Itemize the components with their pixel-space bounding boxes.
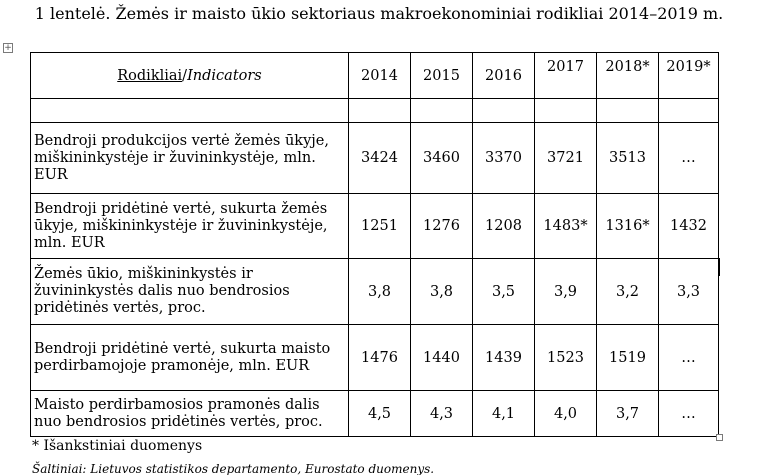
indicators-header-lt: Rodikliai xyxy=(117,67,183,84)
value-cell: 1483* xyxy=(535,194,597,259)
year-header: 2015 xyxy=(411,53,473,99)
year-header: 2014 xyxy=(349,53,411,99)
value-cell: 1439 xyxy=(473,325,535,391)
year-header: 2018* xyxy=(597,53,659,99)
value-cell: 3,3 xyxy=(659,259,719,325)
value-cell: 1519 xyxy=(597,325,659,391)
empty-cell xyxy=(597,99,659,123)
value-cell: 3370 xyxy=(473,123,535,194)
value-cell: 1251 xyxy=(349,194,411,259)
table-resize-handle[interactable] xyxy=(716,434,723,441)
source-note: Šaltiniai: Lietuvos statistikos departamento, Eurostato duomenys. xyxy=(32,462,435,475)
indicators-header xyxy=(31,53,349,99)
header-row xyxy=(31,53,719,99)
value-cell: 3,8 xyxy=(349,259,411,325)
table-row xyxy=(31,194,719,259)
value-cell: 1432 xyxy=(659,194,719,259)
value-cell: 3460 xyxy=(411,123,473,194)
value-cell: 3,8 xyxy=(411,259,473,325)
table-move-handle-icon[interactable]: + xyxy=(4,43,12,53)
value-cell: 4,5 xyxy=(349,391,411,437)
indicators-header-en: Indicators xyxy=(187,67,262,84)
indicator-label: Bendroji pridėtinė vertė, sukurta maisto perdirbamojoje pramonėje, mln. EUR xyxy=(31,325,349,391)
value-cell: … xyxy=(659,391,719,437)
value-cell: 1476 xyxy=(349,325,411,391)
value-cell: 3,2 xyxy=(597,259,659,325)
year-header: 2016 xyxy=(473,53,535,99)
value-cell: 3,7 xyxy=(597,391,659,437)
value-cell: 4,1 xyxy=(473,391,535,437)
year-header: 2019* xyxy=(659,53,719,99)
empty-cell xyxy=(473,99,535,123)
empty-cell xyxy=(411,99,473,123)
indicators-header-slash: / xyxy=(182,67,188,84)
empty-cell xyxy=(659,99,719,123)
empty-cell xyxy=(535,99,597,123)
indicators-table xyxy=(30,52,719,437)
text-cursor xyxy=(718,258,720,276)
value-cell: 1316* xyxy=(597,194,659,259)
value-cell: 1440 xyxy=(411,325,473,391)
table-caption: 1 lentelė. Žemės ir maisto ūkio sektoriaus makroekonominiai rodikliai 2014–2019 m. xyxy=(34,4,724,23)
value-cell: 3513 xyxy=(597,123,659,194)
value-cell: 3424 xyxy=(349,123,411,194)
table-row xyxy=(31,123,719,194)
indicator-label: Žemės ūkio, miškininkystės ir žuvininkystės dalis nuo bendrosios pridėtinės vertės, proc. xyxy=(31,259,349,325)
value-cell: 1523 xyxy=(535,325,597,391)
value-cell: 1276 xyxy=(411,194,473,259)
value-cell: … xyxy=(659,325,719,391)
empty-cell xyxy=(31,99,349,123)
table-row xyxy=(31,391,719,437)
value-cell: 3721 xyxy=(535,123,597,194)
value-cell: 3,5 xyxy=(473,259,535,325)
table-row xyxy=(31,325,719,391)
indicator-label: Bendroji pridėtinė vertė, sukurta žemės ūkyje, miškininkystėje ir žuvininkystėje, mln. EUR xyxy=(31,194,349,259)
table-row xyxy=(31,259,719,325)
value-cell: … xyxy=(659,123,719,194)
value-cell: 1208 xyxy=(473,194,535,259)
year-header: 2017 xyxy=(535,53,597,99)
indicator-label: Bendroji produkcijos vertė žemės ūkyje, miškininkystėje ir žuvininkystėje, mln. EUR xyxy=(31,123,349,194)
empty-cell xyxy=(349,99,411,123)
value-cell: 4,0 xyxy=(535,391,597,437)
indicator-label: Maisto perdirbamosios pramonės dalis nuo bendrosios pridėtinės vertės, proc. xyxy=(31,391,349,437)
empty-row xyxy=(31,99,719,123)
value-cell: 3,9 xyxy=(535,259,597,325)
value-cell: 4,3 xyxy=(411,391,473,437)
footnote: * Išankstiniai duomenys xyxy=(32,438,203,454)
